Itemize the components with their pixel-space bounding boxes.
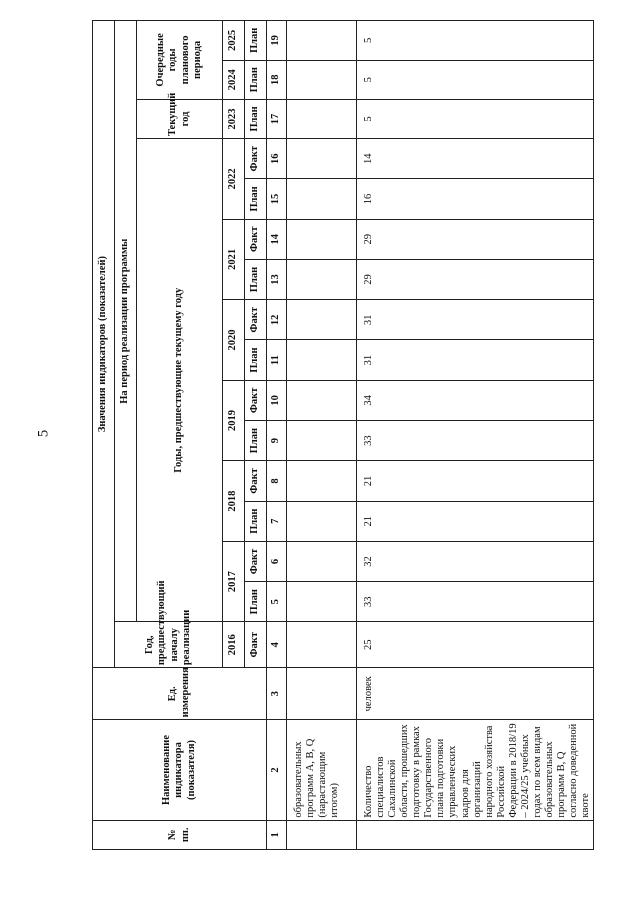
value-cell — [287, 582, 357, 622]
value-cell: 25 — [357, 622, 594, 668]
col-num: 15 — [267, 179, 287, 219]
value-cell — [287, 461, 357, 501]
indicator-table — [92, 20, 594, 850]
value-cell: 5 — [357, 60, 594, 99]
value-cell — [287, 380, 357, 420]
col-num: 16 — [267, 139, 287, 179]
sub-plan: План — [245, 582, 267, 622]
header-values: Значения индикаторов (показателей) — [93, 21, 115, 668]
year-2024: 2024 — [223, 60, 245, 99]
sub-plan: План — [245, 421, 267, 461]
sub-fact: Факт — [245, 622, 267, 668]
header-num: № пп. — [93, 820, 267, 849]
sub-fact: Факт — [245, 219, 267, 259]
value-cell: 33 — [357, 582, 594, 622]
value-cell — [287, 541, 357, 581]
col-num: 13 — [267, 259, 287, 299]
value-cell: 33 — [357, 421, 594, 461]
col-num: 3 — [267, 668, 287, 720]
sub-plan: План — [245, 99, 267, 138]
header-planned: Очередные годы планового периода — [137, 21, 223, 100]
value-cell: 5 — [357, 21, 594, 61]
sub-plan: План — [245, 21, 267, 61]
indicator-unit: человек — [357, 668, 594, 720]
value-cell: 34 — [357, 380, 594, 420]
table-row — [357, 21, 594, 850]
header-current-year: Текущий год — [137, 99, 223, 138]
value-cell — [287, 622, 357, 668]
sub-plan: План — [245, 340, 267, 380]
value-cell — [287, 340, 357, 380]
value-cell: 31 — [357, 340, 594, 380]
col-num: 7 — [267, 501, 287, 541]
year-2018: 2018 — [223, 461, 245, 542]
value-cell — [287, 99, 357, 138]
year-2020: 2020 — [223, 300, 245, 381]
value-cell: 32 — [357, 541, 594, 581]
indicator-name: образовательных программ A, B, Q (нарастающим итогом) — [287, 720, 357, 820]
col-num: 19 — [267, 21, 287, 61]
sub-fact: Факт — [245, 541, 267, 581]
value-cell — [287, 21, 357, 61]
indicator-unit — [287, 668, 357, 720]
value-cell: 14 — [357, 139, 594, 179]
value-cell — [287, 179, 357, 219]
column-number-row — [267, 21, 287, 850]
year-2017: 2017 — [223, 541, 245, 622]
value-cell: 5 — [357, 99, 594, 138]
header-years-before: Годы, предшествующие текущему году — [137, 139, 223, 622]
header-unit: Ед. измерения — [93, 668, 267, 720]
col-num: 12 — [267, 300, 287, 340]
value-cell: 21 — [357, 461, 594, 501]
year-2016: 2016 — [223, 622, 245, 668]
col-num: 17 — [267, 99, 287, 138]
sub-plan: План — [245, 259, 267, 299]
col-num: 14 — [267, 219, 287, 259]
rotated-table-wrapper — [92, 20, 592, 850]
col-num: 9 — [267, 421, 287, 461]
col-num: 6 — [267, 541, 287, 581]
table-row — [287, 21, 357, 850]
col-num: 1 — [267, 820, 287, 849]
header-prior-year: Год, предшествующий началу реализации — [115, 622, 223, 668]
row-num-cell — [287, 820, 357, 849]
value-cell — [287, 219, 357, 259]
sub-plan: План — [245, 179, 267, 219]
col-num: 10 — [267, 380, 287, 420]
value-cell: 29 — [357, 219, 594, 259]
col-num: 5 — [267, 582, 287, 622]
sub-fact: Факт — [245, 139, 267, 179]
value-cell: 21 — [357, 501, 594, 541]
sub-fact: Факт — [245, 461, 267, 501]
value-cell — [287, 501, 357, 541]
page-number: 5 — [35, 429, 52, 438]
year-2023: 2023 — [223, 99, 245, 138]
col-num: 8 — [267, 461, 287, 501]
value-cell — [287, 421, 357, 461]
header-name: Наименование индикатора (показателя) — [93, 720, 267, 820]
indicator-name: Количество специалистов Сахалинской области, прошедших подготовку в рамках Государственного плана подготовки управленческих кадров для организаций народного хозяйства Российской Федерации в 2018/19 – 2024/25 учебных годах по всем видам образовательных программ B, Q согласно доведенной квоте — [357, 720, 594, 820]
year-2021: 2021 — [223, 219, 245, 300]
value-cell: 29 — [357, 259, 594, 299]
value-cell — [287, 300, 357, 340]
value-cell — [287, 259, 357, 299]
sub-fact: Факт — [245, 300, 267, 340]
col-num: 11 — [267, 340, 287, 380]
sub-fact: Факт — [245, 380, 267, 420]
sub-plan: План — [245, 60, 267, 99]
row-num-cell — [357, 820, 594, 849]
value-cell: 31 — [357, 300, 594, 340]
year-2022: 2022 — [223, 139, 245, 220]
year-2019: 2019 — [223, 380, 245, 461]
col-num: 4 — [267, 622, 287, 668]
sub-plan: План — [245, 501, 267, 541]
value-cell — [287, 60, 357, 99]
year-2025: 2025 — [223, 21, 245, 61]
value-cell — [287, 139, 357, 179]
value-cell: 16 — [357, 179, 594, 219]
col-num: 2 — [267, 720, 287, 820]
header-period: На период реализации программы — [115, 21, 137, 622]
col-num: 18 — [267, 60, 287, 99]
